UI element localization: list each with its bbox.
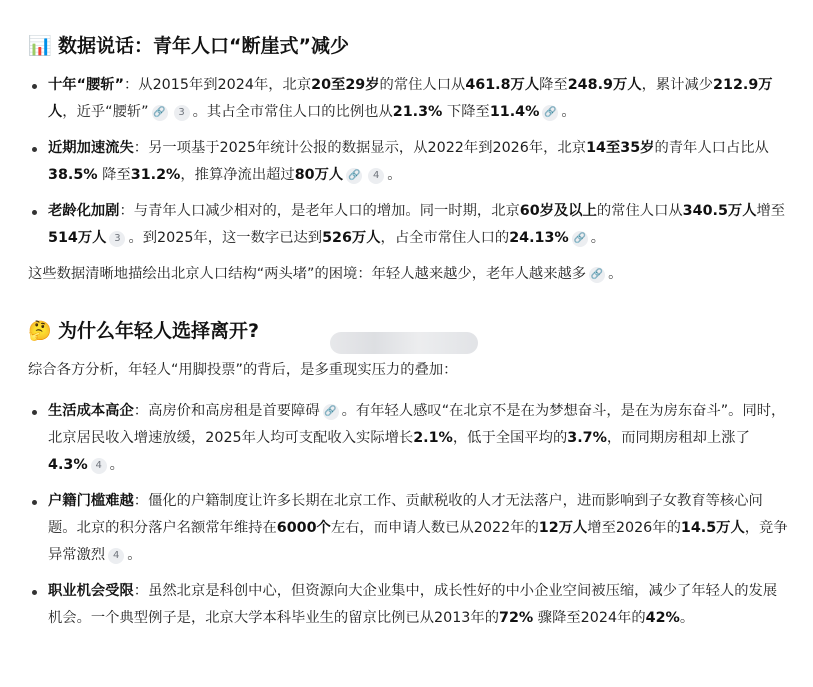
text: 的青年人口占比从	[654, 140, 769, 156]
text: ：从2015年到2024年，北京	[123, 77, 312, 93]
link-icon[interactable]: 🔗	[589, 267, 605, 283]
text: ，而同期房租却上涨了	[606, 430, 750, 446]
bold-text: 3.7%	[567, 430, 607, 446]
reason-list	[28, 398, 788, 632]
link-icon[interactable]: 🔗	[152, 105, 168, 121]
text: 的常住人口从	[596, 203, 683, 219]
text: ：虽然北京是科创中心，但资源向大企业集中，成长性好的中小企业空间被压缩，减少了年轻人的发展机会。一个典型例子是，北京大学本科毕业生的留京比例已从2013年的	[48, 583, 778, 626]
bold-text: 31.2%	[130, 167, 181, 183]
text: ：与青年人口减少相对的，是老年人口的增加。同一时期，北京	[119, 203, 520, 219]
data-list	[28, 72, 788, 252]
item-label: 十年“腰斩”	[48, 77, 124, 93]
bold-text: 42%	[645, 610, 680, 626]
list-item: 户籍门槛难越：僵化的户籍制度让许多长期在北京工作、贡献税收的人才无法落户，进而影响到子女教育等核心问题。北京的积分落户名额常年维持在6000个左右，而申请人数已从2022年的12万人增至2026年的14.5万人，竞争异常激烈 4 。	[28, 488, 788, 569]
item-label: 近期加速流失	[48, 140, 134, 156]
text: 这些数据清晰地描绘出北京人口结构“两头堵”的困境：年轻人越来越少，老年人越来越多	[28, 266, 587, 282]
text: ：高房价和高房租是首要障碍	[133, 403, 320, 419]
text: 降至	[539, 77, 568, 93]
text: 增至2026年的	[587, 520, 681, 536]
list-item: 生活成本高企：高房价和高房租是首要障碍 🔗 。有年轻人感叹“在北京不是在为梦想奋斗，是在为房东奋斗”。同时，北京居民收入增速放缓，2025年人均可支配收入实际增长2.1%，低于全国平均的3.7%，而同期房租却上涨了4.3% 4 。	[28, 398, 788, 479]
summary-paragraph: 这些数据清晰地描绘出北京人口结构“两头堵”的困境：年轻人越来越少，老年人越来越多 🔗 。	[28, 266, 623, 282]
link-icon[interactable]: 🔗	[572, 231, 588, 247]
section-heading-data	[28, 28, 788, 64]
bold-text: 60岁及以上	[519, 203, 597, 219]
text: ，占全市常住人口的	[380, 230, 510, 246]
bold-text: 526万人	[322, 230, 381, 246]
text: 骤降至2024年的	[533, 610, 646, 626]
bold-text: 14.5万人	[680, 520, 745, 536]
text: ：另一项基于2025年统计公报的数据显示，从2022年到2026年，北京	[133, 140, 587, 156]
text: ，低于全国平均的	[452, 430, 568, 446]
blurred-overlay	[330, 332, 478, 354]
bold-text: 6000个	[276, 520, 331, 536]
bold-text: 72%	[499, 610, 534, 626]
section-title: 数据说话：青年人口“断崖式”减少	[58, 35, 349, 57]
chart-emoji-icon: 📊	[28, 35, 52, 57]
intro-paragraph: 综合各方分析，年轻人“用脚投票”的背后，是多重现实压力的叠加：	[28, 362, 458, 378]
text: ，竞争异常激烈	[48, 520, 788, 563]
link-icon[interactable]: 🔗	[542, 105, 558, 121]
list-item: 近期加速流失：另一项基于2025年统计公报的数据显示，从2022年到2026年，北京14至35岁的青年人口占比从38.5% 降至31.2%，推算净流出超过80万人 🔗 4 。	[28, 135, 788, 189]
text: 增至	[756, 203, 786, 219]
text: 。有年轻人感叹“在北京不是在为梦想奋斗，是在为房东奋斗”。同时，北京居民收入增速放缓，2025年人均可支配收入实际增长	[48, 403, 786, 446]
item-label: 生活成本高企	[48, 403, 134, 419]
bold-text: 248.9万人	[567, 77, 642, 93]
text: ：僵化的户籍制度让许多长期在北京工作、贡献税收的人才无法落户，进而影响到子女教育等核心问题。北京的积分落户名额常年维持在	[48, 493, 763, 536]
text: 降至	[97, 167, 131, 183]
citation-badge[interactable]: 4	[91, 458, 107, 474]
bold-text: 38.5%	[48, 167, 98, 183]
item-label: 老龄化加剧	[48, 203, 120, 219]
item-label: 户籍门槛难越	[48, 493, 134, 509]
link-icon[interactable]: 🔗	[346, 168, 362, 184]
bold-text: 2.1%	[413, 430, 453, 446]
text: 。其占全市常住人口的比例也从	[192, 104, 393, 120]
bold-text: 212.9万人	[48, 77, 773, 120]
bold-text: 4.3%	[48, 457, 88, 473]
text: ，近乎“腰斩”	[62, 104, 149, 120]
bold-text: 340.5万人	[682, 203, 757, 219]
text: ，推算净流出超过	[180, 167, 295, 183]
text: 的常住人口从	[379, 77, 466, 93]
bold-text: 21.3%	[392, 104, 443, 120]
list-item: 十年“腰斩”：从2015年到2024年，北京20至29岁的常住人口从461.8万人降至248.9万人，累计减少212.9万人，近乎“腰斩” 🔗 3 。其占全市常住人口的比例也从21.3% 下降至11.4% 🔗 。	[28, 72, 788, 126]
thinking-emoji-icon: 🤔	[28, 320, 52, 342]
bold-text: 80万人	[294, 167, 344, 183]
bold-text: 11.4%	[489, 104, 540, 120]
bold-text: 12万人	[538, 520, 588, 536]
bold-text: 24.13%	[509, 230, 569, 246]
text: ，累计减少	[641, 77, 714, 93]
item-label: 职业机会受限	[48, 583, 134, 599]
citation-badge[interactable]: 3	[174, 105, 190, 121]
bold-text: 461.8万人	[465, 77, 540, 93]
bold-text: 20至29岁	[311, 77, 380, 93]
list-item: 老龄化加剧：与青年人口减少相对的，是老年人口的增加。同一时期，北京60岁及以上的常住人口从340.5万人增至514万人 3 。到2025年，这一数字已达到526万人，占全市常住人口的24.13% 🔗 。	[28, 198, 788, 252]
text: 下降至	[442, 104, 490, 120]
citation-badge[interactable]: 4	[108, 548, 124, 564]
list-item: 职业机会受限：虽然北京是科创中心，但资源向大企业集中，成长性好的中小企业空间被压缩，减少了年轻人的发展机会。一个典型例子是，北京大学本科毕业生的留京比例已从2013年的72% 骤降至2024年的42%。	[28, 578, 788, 632]
text: 。到2025年，这一数字已达到	[128, 230, 323, 246]
text: 左右，而申请人数已从2022年的	[330, 520, 539, 536]
bold-text: 14至35岁	[586, 140, 655, 156]
bold-text: 514万人	[48, 230, 107, 246]
link-icon[interactable]: 🔗	[323, 404, 339, 420]
citation-badge[interactable]: 3	[109, 231, 125, 247]
citation-badge[interactable]: 4	[368, 168, 384, 184]
section-title: 为什么年轻人选择离开?	[58, 320, 260, 342]
